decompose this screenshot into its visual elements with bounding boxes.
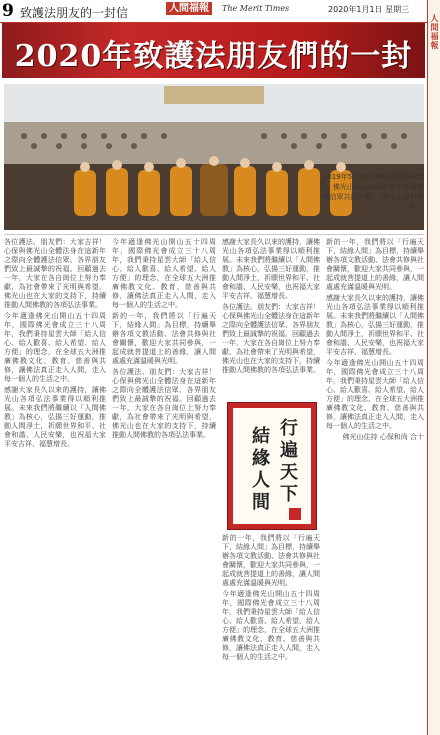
sidebar-strip — [427, 0, 440, 735]
article-paragraph: 各位護法、朋友們：大家吉祥！心保與佛光山全體法身在這新年之際向全體護法信眾、各界朋友們致上最誠摯的祝福。回顧過去一年，大家在各自崗位上努力奉獻，為社會帶來了光明與希望，佛光山也在大家的支持下，持續推動人間佛教的各項弘法事業。 — [222, 303, 320, 374]
headline-title: 2020年致護法朋友們的一封 — [14, 39, 413, 74]
article-column-3 — [222, 238, 320, 398]
calligraphy-card — [227, 402, 317, 530]
sidebar-label: 人 間 福 報 — [430, 13, 439, 50]
article-paragraph: 感謝大家長久以來的護持，讓佛光山各項弘法事業得以順利推展。未來我們將繼續以「人間佛教」為核心，弘揚三好運動，推動人間淨土，祈願世界和平、社會和諧、人民安樂，也祝福大家平安吉祥、福慧增長。 — [222, 238, 320, 300]
article-column-2 — [112, 238, 216, 728]
article-paragraph: 今年適逢佛光山開山五十四周年，國際佛光會成立三十八周年，我們秉持星雲大師「給人信心、給人歡喜、給人希望、給人方便」的理念，在全球五大洲推廣佛教文化、教育、慈善與共修，讓佛法真正走入人間，走入每一個人的生活之中。 — [222, 590, 320, 661]
article-paragraph: 今年適逢佛光山開山五十四周年，國際佛光會成立三十八周年，我們秉持星雲大師「給人信心、給人歡喜、給人希望、給人方便」的理念，在全球五大洲推廣佛教文化、教育、慈善與共修，讓佛法真正走入人間，走入每一個人的生活之中。 — [326, 359, 424, 430]
calligraphy-line-1: 行 遍 天 下 — [280, 418, 298, 505]
article-column-3b — [222, 534, 320, 728]
article-paragraph: 今年適逢佛光山開山五十四周年，國際佛光會成立三十八周年，我們秉持星雲大師「給人信心、給人歡喜、給人希望、給人方便」的理念，在全球五大洲推廣佛教文化、教育、慈善與共修，讓佛法真正走入人間，走入每一個人的生活之中。 — [4, 312, 106, 383]
section-divider — [4, 234, 424, 235]
article-paragraph: 感謝大家長久以來的護持，讓佛光山各項弘法事業得以順利推展。未來我們將繼續以「人間佛教」為核心，弘揚三好運動，推動人間淨土，祈願世界和平、社會和諧、人民安樂，也祝福大家平安吉祥、福慧增長。 — [326, 294, 424, 356]
page-number: 9 — [2, 1, 14, 21]
article-column-1 — [4, 238, 106, 728]
article-paragraph: 新的一年，我們將以「行遍天下，結緣人間」為目標，持續舉辦各項文教活動、法會共修與社會關懷，歡迎大家共同參與，一起成就菩提道上的善緣，讓人間處處充滿溫暖與光明。 — [112, 312, 216, 365]
masthead-english: The Merit Times — [222, 4, 290, 13]
article-paragraph: 新的一年，我們將以「行遍天下，結緣人間」為目標，持續舉辦各項文教活動、法會共修與社會關懷，歡迎大家共同參與，一起成就菩提道上的善緣，讓人間處處充滿溫暖與光明。 — [222, 534, 320, 587]
article-paragraph: 今年適逢佛光山開山五十四周年，國際佛光會成立三十八周年，我們秉持星雲大師「給人信心、給人歡喜、給人希望、給人方便」的理念，在全球五大洲推廣佛教文化、教育、慈善與共修，讓佛法真正走入人間，走入每一個人的生活之中。 — [112, 238, 216, 309]
masthead-logo: 人間福報 — [166, 2, 212, 15]
headline-banner — [2, 23, 425, 78]
article-paragraph: 新的一年，我們將以「行遍天下，結緣人間」為目標，持續舉辦各項文教活動、法會共修與社會關懷，歡迎大家共同參與，一起成就菩提道上的善緣，讓人間處處充滿溫暖與光明。 — [326, 238, 424, 291]
page-header — [0, 0, 440, 23]
calligraphy-line-2: 結 緣 人 間 — [252, 426, 270, 513]
issue-date: 2020年1月1日 星期三 — [328, 5, 410, 14]
article-paragraph: 各位護法、朋友們：大家吉祥！心保與佛光山全體法身在這新年之際向全體護法信眾、各界朋友們致上最誠摯的祝福。回顧過去一年，大家在各自崗位上努力奉獻，為社會帶來了光明與希望，佛光山也在大家的支持下，持續推動人間佛教的各項弘法事業。 — [4, 238, 106, 309]
article-signature: 佛光山住持 心保和尚 合十 — [342, 433, 424, 441]
calligraphy-paper — [233, 408, 311, 524]
article-paragraph: 感謝大家長久以來的護持，讓佛光山各項弘法事業得以順利推展。未來我們將繼續以「人間佛教」為核心，弘揚三好運動，推動人間淨土，祈願世界和平、社會和諧、人民安樂，也祝福大家平安吉祥、福慧增長。 — [4, 386, 106, 448]
article-paragraph: 各位護法、朋友們：大家吉祥！心保與佛光山全體法身在這新年之際向全體護法信眾、各界朋友們致上最誠摯的祝福。回顧過去一年，大家在各自崗位上努力奉獻，為社會帶來了光明與希望，佛光山也在大家的支持下，持續推動人間佛教的各項弘法事業。 — [112, 368, 216, 439]
photo-caption: 2019年5月15日佛光山開山紀念日，佛光山開山祖師星雲大師與全球信眾共同合影。（佛光山資料照片） — [319, 173, 424, 211]
section-title: 致護法朋友的一封信 — [20, 6, 129, 20]
article-column-4 — [326, 238, 424, 728]
red-seal-stamp — [289, 508, 301, 520]
